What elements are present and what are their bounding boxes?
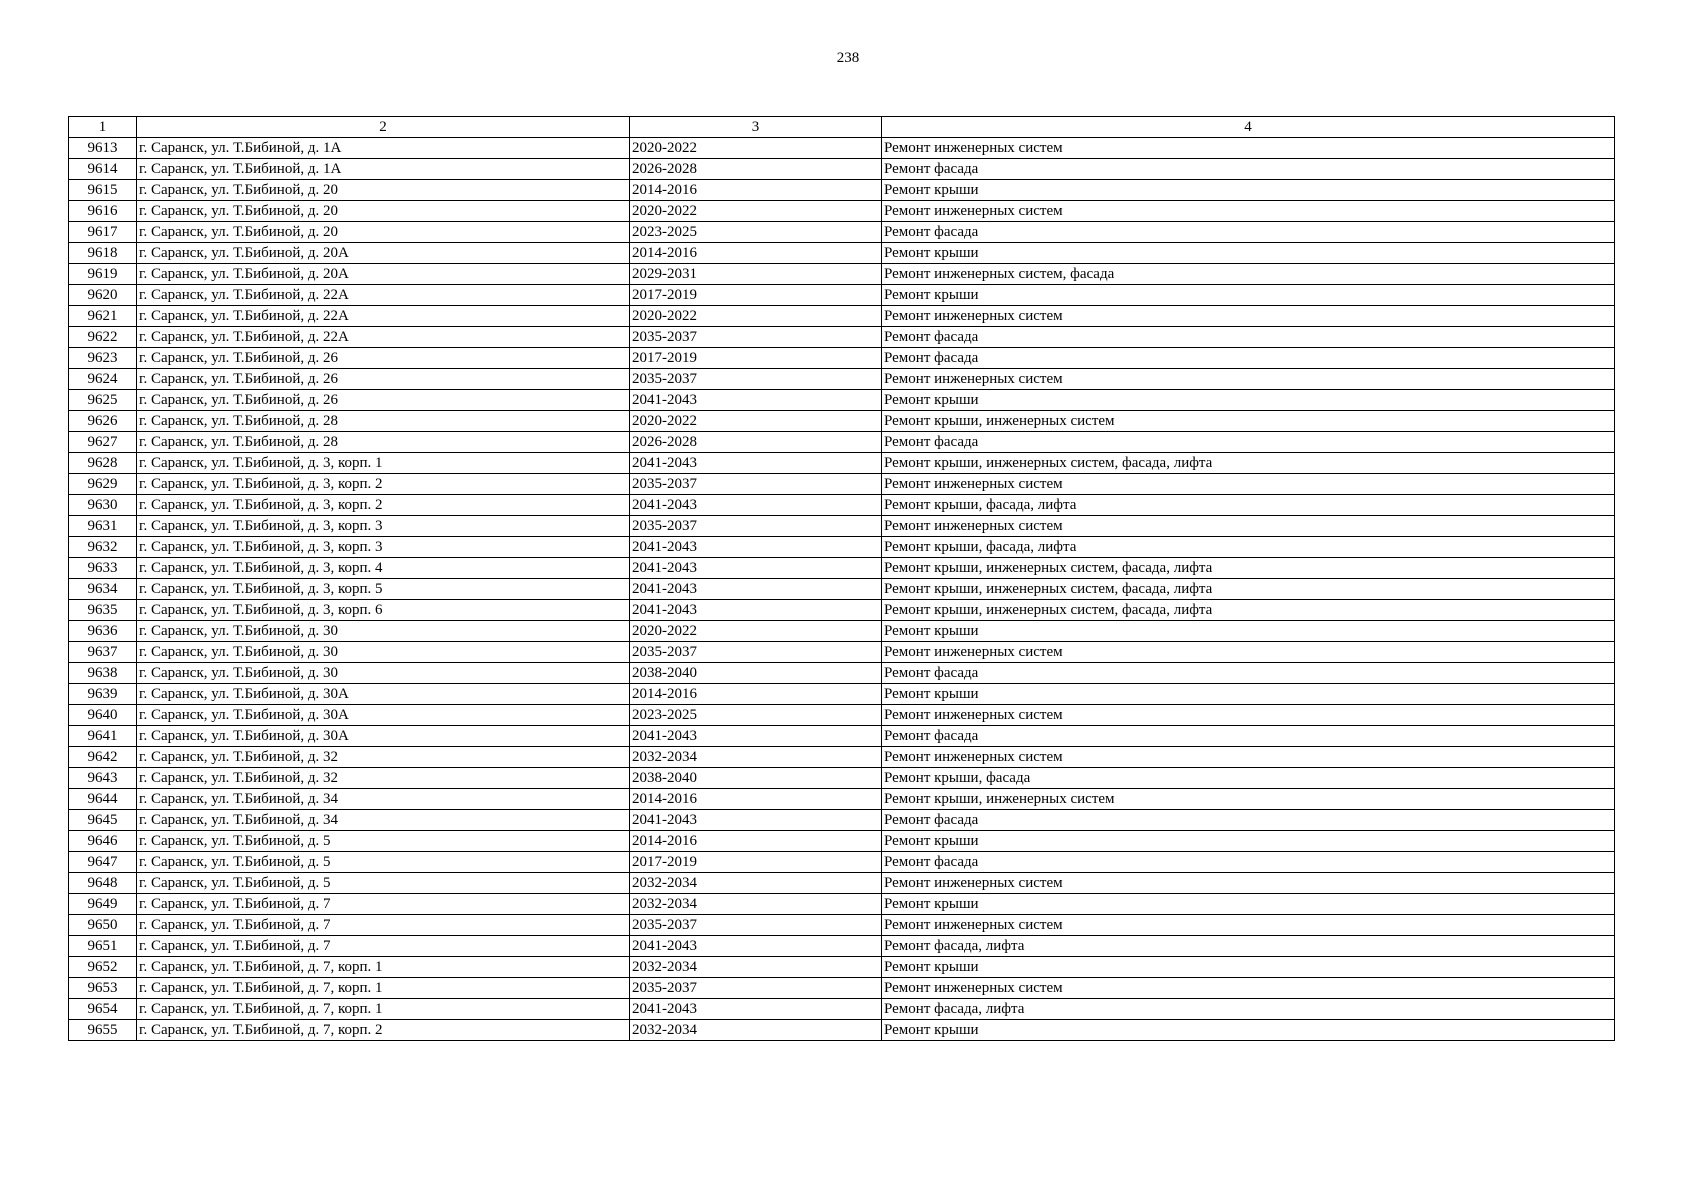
row-number: 9646 xyxy=(69,831,137,852)
table-row xyxy=(69,159,1615,180)
period: 2014-2016 xyxy=(630,180,882,201)
table-row xyxy=(69,1020,1615,1041)
address: г. Саранск, ул. Т.Бибиной, д. 7 xyxy=(137,894,630,915)
table-row xyxy=(69,453,1615,474)
row-number: 9653 xyxy=(69,978,137,999)
row-number: 9641 xyxy=(69,726,137,747)
address: г. Саранск, ул. Т.Бибиной, д. 20 xyxy=(137,180,630,201)
table-row xyxy=(69,621,1615,642)
address: г. Саранск, ул. Т.Бибиной, д. 30 xyxy=(137,621,630,642)
period: 2020-2022 xyxy=(630,411,882,432)
period: 2026-2028 xyxy=(630,159,882,180)
period: 2014-2016 xyxy=(630,789,882,810)
work-type: Ремонт инженерных систем xyxy=(882,306,1615,327)
period: 2041-2043 xyxy=(630,726,882,747)
period: 2035-2037 xyxy=(630,915,882,936)
work-type: Ремонт инженерных систем, фасада xyxy=(882,264,1615,285)
column-header: 1 xyxy=(69,117,137,138)
address: г. Саранск, ул. Т.Бибиной, д. 5 xyxy=(137,831,630,852)
period: 2041-2043 xyxy=(630,999,882,1020)
row-number: 9623 xyxy=(69,348,137,369)
row-number: 9633 xyxy=(69,558,137,579)
work-type: Ремонт инженерных систем xyxy=(882,516,1615,537)
work-type: Ремонт крыши, инженерных систем, фасада, лифта xyxy=(882,558,1615,579)
table-row xyxy=(69,264,1615,285)
work-type: Ремонт фасада, лифта xyxy=(882,999,1615,1020)
row-number: 9617 xyxy=(69,222,137,243)
work-type: Ремонт фасада xyxy=(882,348,1615,369)
address: г. Саранск, ул. Т.Бибиной, д. 7, корп. 1 xyxy=(137,999,630,1020)
address: г. Саранск, ул. Т.Бибиной, д. 30А xyxy=(137,705,630,726)
period: 2014-2016 xyxy=(630,243,882,264)
work-type: Ремонт крыши xyxy=(882,621,1615,642)
row-number: 9651 xyxy=(69,936,137,957)
row-number: 9638 xyxy=(69,663,137,684)
table-row xyxy=(69,306,1615,327)
row-number: 9647 xyxy=(69,852,137,873)
period: 2014-2016 xyxy=(630,831,882,852)
work-type: Ремонт фасада xyxy=(882,726,1615,747)
table-row xyxy=(69,810,1615,831)
table-row xyxy=(69,285,1615,306)
row-number: 9635 xyxy=(69,600,137,621)
table-header-row xyxy=(69,117,1615,138)
work-type: Ремонт крыши, фасада, лифта xyxy=(882,537,1615,558)
row-number: 9622 xyxy=(69,327,137,348)
row-number: 9628 xyxy=(69,453,137,474)
table-row xyxy=(69,327,1615,348)
work-type: Ремонт фасада, лифта xyxy=(882,936,1615,957)
period: 2041-2043 xyxy=(630,558,882,579)
address: г. Саранск, ул. Т.Бибиной, д. 26 xyxy=(137,348,630,369)
work-type: Ремонт крыши xyxy=(882,243,1615,264)
period: 2023-2025 xyxy=(630,222,882,243)
table-row xyxy=(69,873,1615,894)
period: 2017-2019 xyxy=(630,852,882,873)
work-type: Ремонт крыши, фасада, лифта xyxy=(882,495,1615,516)
work-type: Ремонт крыши xyxy=(882,285,1615,306)
table-row xyxy=(69,768,1615,789)
period: 2020-2022 xyxy=(630,201,882,222)
work-type: Ремонт инженерных систем xyxy=(882,474,1615,495)
work-type: Ремонт фасада xyxy=(882,159,1615,180)
address: г. Саранск, ул. Т.Бибиной, д. 30 xyxy=(137,642,630,663)
address: г. Саранск, ул. Т.Бибиной, д. 5 xyxy=(137,852,630,873)
work-type: Ремонт крыши xyxy=(882,957,1615,978)
work-type: Ремонт инженерных систем xyxy=(882,747,1615,768)
period: 2041-2043 xyxy=(630,495,882,516)
row-number: 9652 xyxy=(69,957,137,978)
work-type: Ремонт крыши xyxy=(882,1020,1615,1041)
table-row xyxy=(69,600,1615,621)
period: 2035-2037 xyxy=(630,516,882,537)
work-type: Ремонт инженерных систем xyxy=(882,915,1615,936)
work-type: Ремонт крыши xyxy=(882,180,1615,201)
work-type: Ремонт крыши xyxy=(882,831,1615,852)
row-number: 9614 xyxy=(69,159,137,180)
table-row xyxy=(69,138,1615,159)
table-row xyxy=(69,201,1615,222)
period: 2038-2040 xyxy=(630,663,882,684)
table-row xyxy=(69,579,1615,600)
address: г. Саранск, ул. Т.Бибиной, д. 26 xyxy=(137,390,630,411)
address: г. Саранск, ул. Т.Бибиной, д. 34 xyxy=(137,810,630,831)
row-number: 9631 xyxy=(69,516,137,537)
address: г. Саранск, ул. Т.Бибиной, д. 3, корп. 5 xyxy=(137,579,630,600)
address: г. Саранск, ул. Т.Бибиной, д. 30А xyxy=(137,726,630,747)
table-row xyxy=(69,726,1615,747)
address: г. Саранск, ул. Т.Бибиной, д. 30 xyxy=(137,663,630,684)
address: г. Саранск, ул. Т.Бибиной, д. 22А xyxy=(137,285,630,306)
table-row xyxy=(69,537,1615,558)
address: г. Саранск, ул. Т.Бибиной, д. 28 xyxy=(137,411,630,432)
row-number: 9613 xyxy=(69,138,137,159)
work-type: Ремонт фасада xyxy=(882,663,1615,684)
address: г. Саранск, ул. Т.Бибиной, д. 5 xyxy=(137,873,630,894)
table-row xyxy=(69,432,1615,453)
period: 2017-2019 xyxy=(630,348,882,369)
row-number: 9650 xyxy=(69,915,137,936)
table-row xyxy=(69,747,1615,768)
work-type: Ремонт инженерных систем xyxy=(882,873,1615,894)
period: 2020-2022 xyxy=(630,138,882,159)
table-row xyxy=(69,222,1615,243)
period: 2041-2043 xyxy=(630,936,882,957)
address: г. Саранск, ул. Т.Бибиной, д. 20А xyxy=(137,243,630,264)
table-row xyxy=(69,936,1615,957)
address: г. Саранск, ул. Т.Бибиной, д. 32 xyxy=(137,747,630,768)
column-header: 4 xyxy=(882,117,1615,138)
row-number: 9640 xyxy=(69,705,137,726)
row-number: 9621 xyxy=(69,306,137,327)
row-number: 9639 xyxy=(69,684,137,705)
row-number: 9645 xyxy=(69,810,137,831)
period: 2023-2025 xyxy=(630,705,882,726)
address: г. Саранск, ул. Т.Бибиной, д. 3, корп. 2 xyxy=(137,495,630,516)
work-type: Ремонт фасада xyxy=(882,432,1615,453)
row-number: 9642 xyxy=(69,747,137,768)
work-type: Ремонт инженерных систем xyxy=(882,978,1615,999)
address: г. Саранск, ул. Т.Бибиной, д. 26 xyxy=(137,369,630,390)
period: 2041-2043 xyxy=(630,390,882,411)
period: 2032-2034 xyxy=(630,747,882,768)
page-number: 238 xyxy=(836,50,860,66)
row-number: 9632 xyxy=(69,537,137,558)
row-number: 9634 xyxy=(69,579,137,600)
column-header: 3 xyxy=(630,117,882,138)
work-type: Ремонт фасада xyxy=(882,810,1615,831)
work-type: Ремонт инженерных систем xyxy=(882,705,1615,726)
row-number: 9636 xyxy=(69,621,137,642)
row-number: 9654 xyxy=(69,999,137,1020)
period: 2035-2037 xyxy=(630,327,882,348)
address: г. Саранск, ул. Т.Бибиной, д. 30А xyxy=(137,684,630,705)
address: г. Саранск, ул. Т.Бибиной, д. 34 xyxy=(137,789,630,810)
address: г. Саранск, ул. Т.Бибиной, д. 32 xyxy=(137,768,630,789)
row-number: 9616 xyxy=(69,201,137,222)
table-row xyxy=(69,243,1615,264)
address: г. Саранск, ул. Т.Бибиной, д. 20 xyxy=(137,222,630,243)
address: г. Саранск, ул. Т.Бибиной, д. 3, корп. 6 xyxy=(137,600,630,621)
address: г. Саранск, ул. Т.Бибиной, д. 7, корп. 1 xyxy=(137,978,630,999)
work-type: Ремонт крыши xyxy=(882,684,1615,705)
row-number: 9655 xyxy=(69,1020,137,1041)
work-type: Ремонт фасада xyxy=(882,852,1615,873)
row-number: 9618 xyxy=(69,243,137,264)
period: 2014-2016 xyxy=(630,684,882,705)
table-row xyxy=(69,495,1615,516)
period: 2041-2043 xyxy=(630,453,882,474)
work-type: Ремонт инженерных систем xyxy=(882,369,1615,390)
row-number: 9643 xyxy=(69,768,137,789)
address: г. Саранск, ул. Т.Бибиной, д. 20А xyxy=(137,264,630,285)
work-type: Ремонт крыши, инженерных систем, фасада, лифта xyxy=(882,453,1615,474)
work-type: Ремонт фасада xyxy=(882,327,1615,348)
address: г. Саранск, ул. Т.Бибиной, д. 1А xyxy=(137,138,630,159)
table-row xyxy=(69,684,1615,705)
table-row xyxy=(69,411,1615,432)
period: 2017-2019 xyxy=(630,285,882,306)
column-header: 2 xyxy=(137,117,630,138)
work-type: Ремонт крыши xyxy=(882,390,1615,411)
address: г. Саранск, ул. Т.Бибиной, д. 28 xyxy=(137,432,630,453)
table-row xyxy=(69,348,1615,369)
work-type: Ремонт инженерных систем xyxy=(882,642,1615,663)
work-type: Ремонт крыши, инженерных систем xyxy=(882,411,1615,432)
table-row xyxy=(69,789,1615,810)
period: 2032-2034 xyxy=(630,873,882,894)
period: 2020-2022 xyxy=(630,621,882,642)
address: г. Саранск, ул. Т.Бибиной, д. 7, корп. 2 xyxy=(137,1020,630,1041)
address: г. Саранск, ул. Т.Бибиной, д. 1А xyxy=(137,159,630,180)
address: г. Саранск, ул. Т.Бибиной, д. 3, корп. 4 xyxy=(137,558,630,579)
period: 2032-2034 xyxy=(630,1020,882,1041)
row-number: 9627 xyxy=(69,432,137,453)
address: г. Саранск, ул. Т.Бибиной, д. 7 xyxy=(137,936,630,957)
row-number: 9626 xyxy=(69,411,137,432)
row-number: 9637 xyxy=(69,642,137,663)
address: г. Саранск, ул. Т.Бибиной, д. 3, корп. 2 xyxy=(137,474,630,495)
row-number: 9619 xyxy=(69,264,137,285)
work-type: Ремонт инженерных систем xyxy=(882,201,1615,222)
table-row xyxy=(69,390,1615,411)
address: г. Саранск, ул. Т.Бибиной, д. 22А xyxy=(137,306,630,327)
table-row xyxy=(69,558,1615,579)
table-row xyxy=(69,894,1615,915)
table-row xyxy=(69,474,1615,495)
table-row xyxy=(69,999,1615,1020)
row-number: 9648 xyxy=(69,873,137,894)
row-number: 9644 xyxy=(69,789,137,810)
period: 2020-2022 xyxy=(630,306,882,327)
table-row xyxy=(69,978,1615,999)
address: г. Саранск, ул. Т.Бибиной, д. 7, корп. 1 xyxy=(137,957,630,978)
row-number: 9620 xyxy=(69,285,137,306)
period: 2032-2034 xyxy=(630,957,882,978)
address: г. Саранск, ул. Т.Бибиной, д. 22А xyxy=(137,327,630,348)
period: 2029-2031 xyxy=(630,264,882,285)
period: 2026-2028 xyxy=(630,432,882,453)
period: 2035-2037 xyxy=(630,369,882,390)
row-number: 9615 xyxy=(69,180,137,201)
address: г. Саранск, ул. Т.Бибиной, д. 20 xyxy=(137,201,630,222)
work-type: Ремонт крыши, инженерных систем, фасада, лифта xyxy=(882,600,1615,621)
address: г. Саранск, ул. Т.Бибиной, д. 7 xyxy=(137,915,630,936)
row-number: 9624 xyxy=(69,369,137,390)
table-row xyxy=(69,180,1615,201)
work-type: Ремонт крыши xyxy=(882,894,1615,915)
period: 2035-2037 xyxy=(630,978,882,999)
address: г. Саранск, ул. Т.Бибиной, д. 3, корп. 1 xyxy=(137,453,630,474)
table-row xyxy=(69,516,1615,537)
work-type: Ремонт крыши, инженерных систем xyxy=(882,789,1615,810)
period: 2041-2043 xyxy=(630,579,882,600)
table-row xyxy=(69,957,1615,978)
row-number: 9649 xyxy=(69,894,137,915)
period: 2038-2040 xyxy=(630,768,882,789)
period: 2041-2043 xyxy=(630,600,882,621)
row-number: 9630 xyxy=(69,495,137,516)
table-row xyxy=(69,705,1615,726)
repair-schedule-table xyxy=(68,116,1615,1041)
period: 2041-2043 xyxy=(630,810,882,831)
period: 2035-2037 xyxy=(630,642,882,663)
work-type: Ремонт фасада xyxy=(882,222,1615,243)
table-row xyxy=(69,663,1615,684)
period: 2041-2043 xyxy=(630,537,882,558)
period: 2035-2037 xyxy=(630,474,882,495)
table-row xyxy=(69,831,1615,852)
address: г. Саранск, ул. Т.Бибиной, д. 3, корп. 3 xyxy=(137,516,630,537)
row-number: 9629 xyxy=(69,474,137,495)
table-body xyxy=(69,138,1615,1041)
row-number: 9625 xyxy=(69,390,137,411)
work-type: Ремонт крыши, инженерных систем, фасада, лифта xyxy=(882,579,1615,600)
table-row xyxy=(69,369,1615,390)
address: г. Саранск, ул. Т.Бибиной, д. 3, корп. 3 xyxy=(137,537,630,558)
table-row xyxy=(69,852,1615,873)
table-row xyxy=(69,915,1615,936)
work-type: Ремонт инженерных систем xyxy=(882,138,1615,159)
period: 2032-2034 xyxy=(630,894,882,915)
table-row xyxy=(69,642,1615,663)
work-type: Ремонт крыши, фасада xyxy=(882,768,1615,789)
